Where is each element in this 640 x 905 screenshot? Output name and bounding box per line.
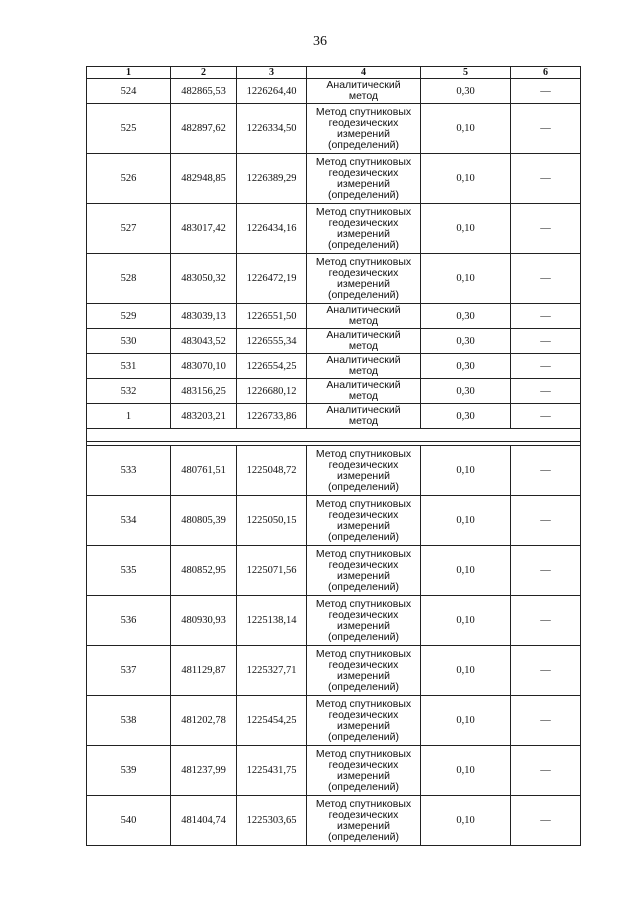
point-number-cell: 534 bbox=[87, 496, 171, 546]
method-cell: Аналитический метод bbox=[307, 329, 421, 354]
point-number-cell: 531 bbox=[87, 354, 171, 379]
accuracy-cell: 0,10 bbox=[421, 646, 511, 696]
x-coordinate-cell: 482897,62 bbox=[171, 104, 237, 154]
x-coordinate-cell: 483203,21 bbox=[171, 404, 237, 429]
description-cell: — bbox=[511, 446, 581, 496]
x-coordinate-cell: 481237,99 bbox=[171, 746, 237, 796]
method-cell: Аналитический метод bbox=[307, 354, 421, 379]
accuracy-cell: 0,10 bbox=[421, 254, 511, 304]
point-number-cell: 530 bbox=[87, 329, 171, 354]
table-row bbox=[87, 596, 581, 646]
method-cell: Аналитический метод bbox=[307, 379, 421, 404]
method-cell: Метод спутниковых геодезических измерений (определений) bbox=[307, 796, 421, 846]
table-row bbox=[87, 304, 581, 329]
method-cell: Метод спутниковых геодезических измерений (определений) bbox=[307, 596, 421, 646]
table-body bbox=[87, 79, 581, 846]
description-cell: — bbox=[511, 304, 581, 329]
x-coordinate-cell: 483070,10 bbox=[171, 354, 237, 379]
table-row bbox=[87, 79, 581, 104]
x-coordinate-cell: 480930,93 bbox=[171, 596, 237, 646]
accuracy-cell: 0,10 bbox=[421, 746, 511, 796]
point-number-cell: 524 bbox=[87, 79, 171, 104]
x-coordinate-cell: 483050,32 bbox=[171, 254, 237, 304]
x-coordinate-cell: 481202,78 bbox=[171, 696, 237, 746]
description-cell: — bbox=[511, 496, 581, 546]
col-header-2: 2 bbox=[171, 67, 237, 79]
table-row bbox=[87, 796, 581, 846]
header-row bbox=[87, 67, 581, 79]
method-cell: Метод спутниковых геодезических измерений (определений) bbox=[307, 254, 421, 304]
method-cell: Метод спутниковых геодезических измерений (определений) bbox=[307, 546, 421, 596]
description-cell: — bbox=[511, 596, 581, 646]
accuracy-cell: 0,30 bbox=[421, 79, 511, 104]
point-number-cell: 540 bbox=[87, 796, 171, 846]
table-row bbox=[87, 329, 581, 354]
y-coordinate-cell: 1225431,75 bbox=[237, 746, 307, 796]
y-coordinate-cell: 1225071,56 bbox=[237, 546, 307, 596]
table-row bbox=[87, 254, 581, 304]
accuracy-cell: 0,10 bbox=[421, 796, 511, 846]
coordinates-table bbox=[86, 66, 581, 846]
y-coordinate-cell: 1225048,72 bbox=[237, 446, 307, 496]
accuracy-cell: 0,10 bbox=[421, 154, 511, 204]
x-coordinate-cell: 482865,53 bbox=[171, 79, 237, 104]
point-number-cell: 532 bbox=[87, 379, 171, 404]
table-row bbox=[87, 746, 581, 796]
y-coordinate-cell: 1226334,50 bbox=[237, 104, 307, 154]
x-coordinate-cell: 482948,85 bbox=[171, 154, 237, 204]
accuracy-cell: 0,30 bbox=[421, 354, 511, 379]
accuracy-cell: 0,10 bbox=[421, 546, 511, 596]
accuracy-cell: 0,10 bbox=[421, 596, 511, 646]
col-header-5: 5 bbox=[421, 67, 511, 79]
col-header-6: 6 bbox=[511, 67, 581, 79]
method-cell: Метод спутниковых геодезических измерений (определений) bbox=[307, 496, 421, 546]
point-number-cell: 536 bbox=[87, 596, 171, 646]
description-cell: — bbox=[511, 204, 581, 254]
x-coordinate-cell: 483017,42 bbox=[171, 204, 237, 254]
point-number-cell: 527 bbox=[87, 204, 171, 254]
point-number-cell: 528 bbox=[87, 254, 171, 304]
x-coordinate-cell: 483039,13 bbox=[171, 304, 237, 329]
table-row bbox=[87, 204, 581, 254]
point-number-cell: 538 bbox=[87, 696, 171, 746]
table-row bbox=[87, 496, 581, 546]
accuracy-cell: 0,30 bbox=[421, 404, 511, 429]
y-coordinate-cell: 1225454,25 bbox=[237, 696, 307, 746]
method-cell: Метод спутниковых геодезических измерений (определений) bbox=[307, 646, 421, 696]
point-number-cell: 1 bbox=[87, 404, 171, 429]
page-number: 36 bbox=[313, 34, 327, 49]
separator-row bbox=[87, 429, 581, 442]
point-number-cell: 537 bbox=[87, 646, 171, 696]
y-coordinate-cell: 1225327,71 bbox=[237, 646, 307, 696]
x-coordinate-cell: 483156,25 bbox=[171, 379, 237, 404]
y-coordinate-cell: 1225138,14 bbox=[237, 596, 307, 646]
table-row bbox=[87, 154, 581, 204]
method-cell: Метод спутниковых геодезических измерений (определений) bbox=[307, 154, 421, 204]
table-row bbox=[87, 404, 581, 429]
description-cell: — bbox=[511, 104, 581, 154]
x-coordinate-cell: 481404,74 bbox=[171, 796, 237, 846]
description-cell: — bbox=[511, 646, 581, 696]
method-cell: Аналитический метод bbox=[307, 304, 421, 329]
y-coordinate-cell: 1226733,86 bbox=[237, 404, 307, 429]
description-cell: — bbox=[511, 746, 581, 796]
y-coordinate-cell: 1226264,40 bbox=[237, 79, 307, 104]
description-cell: — bbox=[511, 404, 581, 429]
y-coordinate-cell: 1226434,16 bbox=[237, 204, 307, 254]
description-cell: — bbox=[511, 796, 581, 846]
y-coordinate-cell: 1225050,15 bbox=[237, 496, 307, 546]
x-coordinate-cell: 481129,87 bbox=[171, 646, 237, 696]
description-cell: — bbox=[511, 79, 581, 104]
description-cell: — bbox=[511, 696, 581, 746]
y-coordinate-cell: 1226472,19 bbox=[237, 254, 307, 304]
method-cell: Метод спутниковых геодезических измерений (определений) bbox=[307, 446, 421, 496]
method-cell: Метод спутниковых геодезических измерений (определений) bbox=[307, 204, 421, 254]
point-number-cell: 529 bbox=[87, 304, 171, 329]
col-header-1: 1 bbox=[87, 67, 171, 79]
y-coordinate-cell: 1226555,34 bbox=[237, 329, 307, 354]
description-cell: — bbox=[511, 329, 581, 354]
accuracy-cell: 0,10 bbox=[421, 496, 511, 546]
point-number-cell: 539 bbox=[87, 746, 171, 796]
y-coordinate-cell: 1225303,65 bbox=[237, 796, 307, 846]
accuracy-cell: 0,10 bbox=[421, 446, 511, 496]
separator-cell bbox=[87, 429, 581, 442]
description-cell: — bbox=[511, 254, 581, 304]
table-row bbox=[87, 379, 581, 404]
table-row bbox=[87, 354, 581, 379]
method-cell: Метод спутниковых геодезических измерений (определений) bbox=[307, 746, 421, 796]
point-number-cell: 533 bbox=[87, 446, 171, 496]
y-coordinate-cell: 1226551,50 bbox=[237, 304, 307, 329]
accuracy-cell: 0,30 bbox=[421, 304, 511, 329]
accuracy-cell: 0,10 bbox=[421, 696, 511, 746]
accuracy-cell: 0,10 bbox=[421, 204, 511, 254]
accuracy-cell: 0,30 bbox=[421, 329, 511, 354]
description-cell: — bbox=[511, 379, 581, 404]
col-header-3: 3 bbox=[237, 67, 307, 79]
point-number-cell: 526 bbox=[87, 154, 171, 204]
description-cell: — bbox=[511, 154, 581, 204]
table-row bbox=[87, 696, 581, 746]
x-coordinate-cell: 480852,95 bbox=[171, 546, 237, 596]
description-cell: — bbox=[511, 546, 581, 596]
col-header-4: 4 bbox=[307, 67, 421, 79]
method-cell: Метод спутниковых геодезических измерений (определений) bbox=[307, 696, 421, 746]
y-coordinate-cell: 1226554,25 bbox=[237, 354, 307, 379]
method-cell: Метод спутниковых геодезических измерений (определений) bbox=[307, 104, 421, 154]
table-row bbox=[87, 446, 581, 496]
table-row bbox=[87, 646, 581, 696]
description-cell: — bbox=[511, 354, 581, 379]
table-row bbox=[87, 104, 581, 154]
y-coordinate-cell: 1226680,12 bbox=[237, 379, 307, 404]
x-coordinate-cell: 480805,39 bbox=[171, 496, 237, 546]
point-number-cell: 525 bbox=[87, 104, 171, 154]
method-cell: Аналитический метод bbox=[307, 404, 421, 429]
x-coordinate-cell: 483043,52 bbox=[171, 329, 237, 354]
table-row bbox=[87, 546, 581, 596]
point-number-cell: 535 bbox=[87, 546, 171, 596]
y-coordinate-cell: 1226389,29 bbox=[237, 154, 307, 204]
x-coordinate-cell: 480761,51 bbox=[171, 446, 237, 496]
method-cell: Аналитический метод bbox=[307, 79, 421, 104]
accuracy-cell: 0,30 bbox=[421, 379, 511, 404]
accuracy-cell: 0,10 bbox=[421, 104, 511, 154]
